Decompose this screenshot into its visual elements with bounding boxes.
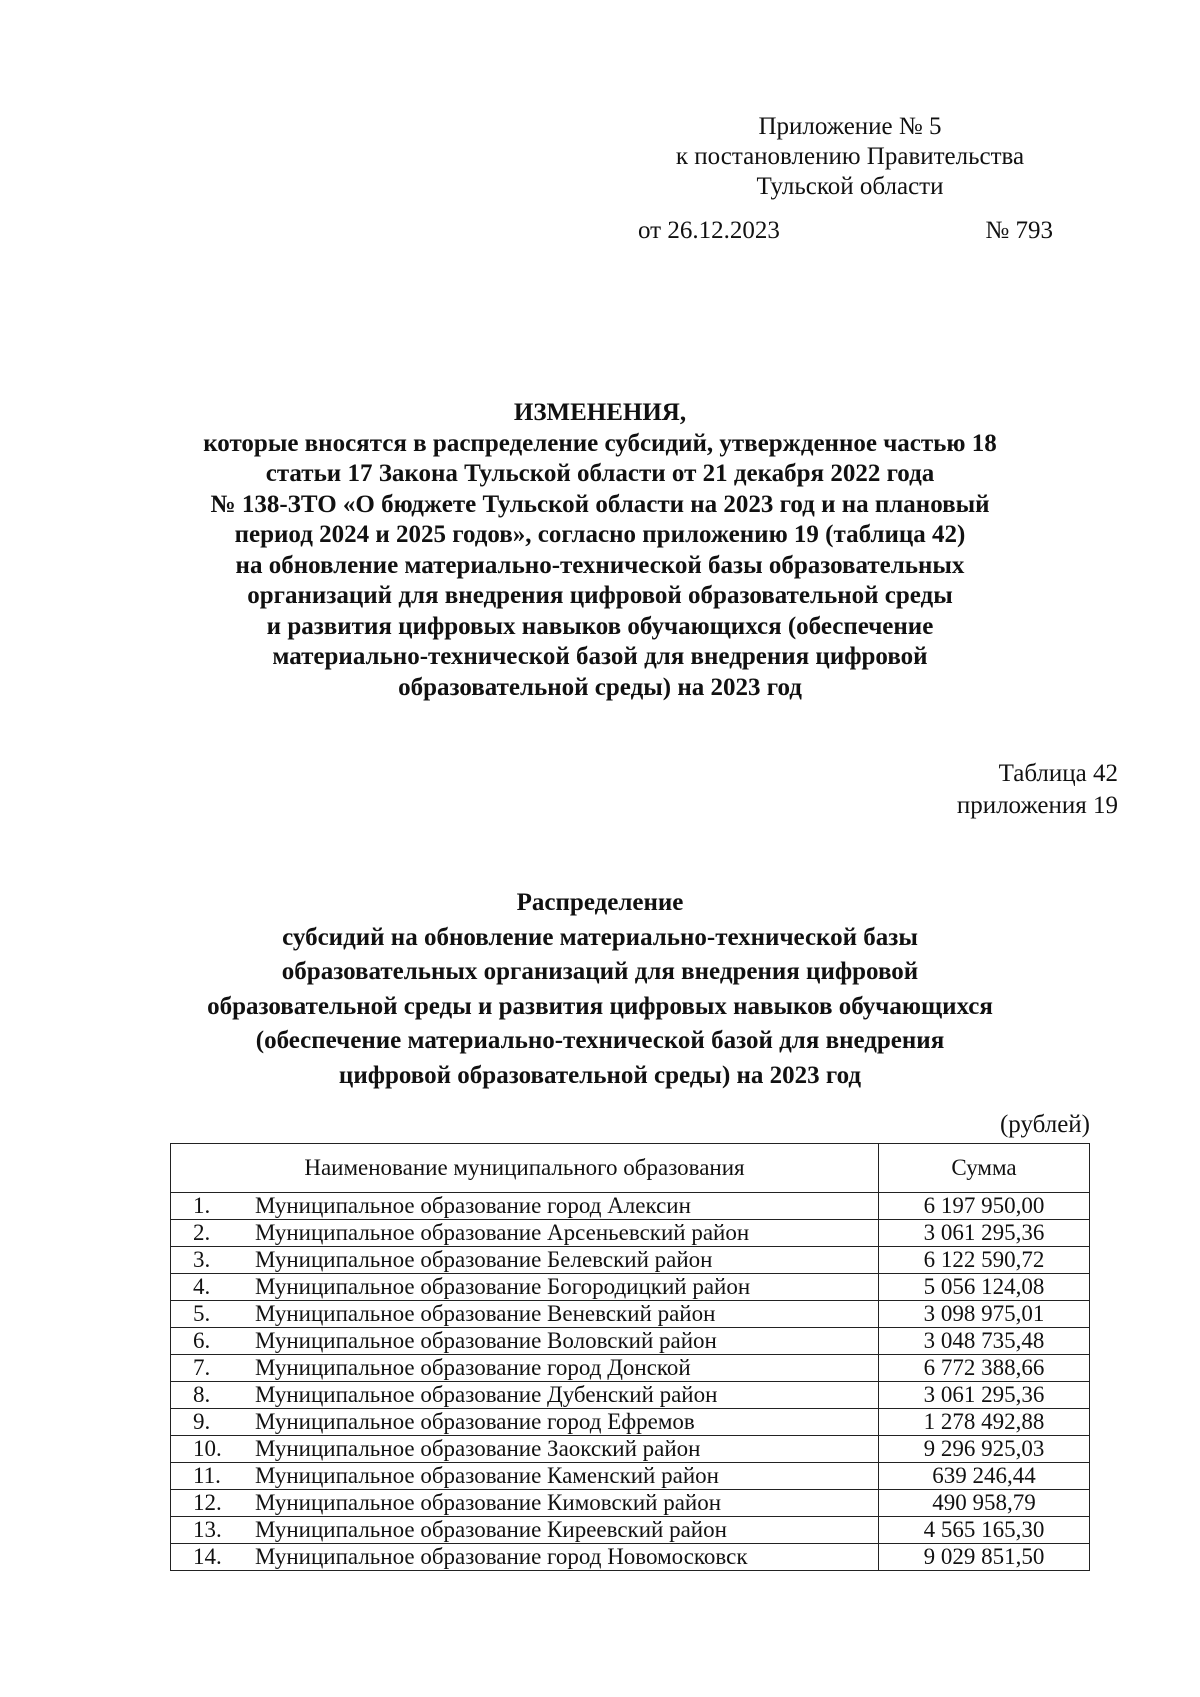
distribution-title [150,886,1050,1093]
row-number: 3. [171,1247,252,1274]
column-header-name: Наименование муниципального образования [171,1144,879,1193]
changes-title-line: и развития цифровых навыков обучающихся (обеспечение [266,612,934,640]
table-row [171,1436,1090,1463]
changes-title-line: № 138-ЗТО «О бюджете Тульской области на 2023 год и на плановый [210,490,990,518]
changes-title-line: организаций для внедрения цифровой образовательной среды [247,582,953,609]
row-sum: 5 056 124,08 [879,1274,1090,1301]
subsidy-table [170,1143,1090,1571]
row-number: 2. [171,1220,252,1247]
table-row [171,1301,1090,1328]
distribution-title-line: Распределение [516,889,684,916]
row-sum: 3 061 295,36 [879,1220,1090,1247]
changes-title-line: на обновление материально-технической базы образовательных [235,551,965,579]
row-number: 6. [171,1328,252,1355]
row-sum: 1 278 492,88 [879,1409,1090,1436]
row-sum: 9 029 851,50 [879,1544,1090,1571]
changes-title-line: материально-технической базой для внедрения цифровой [272,643,928,670]
row-municipality-name: Муниципальное образование Дубенский район [251,1382,879,1409]
row-municipality-name: Муниципальное образование Заокский район [251,1436,879,1463]
row-sum: 4 565 165,30 [879,1517,1090,1544]
row-municipality-name: Муниципальное образование Белевский район [251,1247,879,1274]
row-number: 11. [171,1463,252,1490]
row-municipality-name: Муниципальное образование Воловский район [251,1328,879,1355]
row-sum: 6 772 388,66 [879,1355,1090,1382]
table-row [171,1274,1090,1301]
row-sum: 490 958,79 [879,1490,1090,1517]
appendix-line: Тульской области [756,173,944,200]
changes-title-line: период 2024 и 2025 годов», согласно приложению 19 (таблица 42) [234,521,966,548]
changes-title-line: ИЗМЕНЕНИЯ, [513,399,687,426]
resolution-date: от 26.12.2023 [638,217,780,244]
table-row [171,1490,1090,1517]
row-number: 13. [171,1517,252,1544]
row-municipality-name: Муниципальное образование Кимовский район [251,1490,879,1517]
row-municipality-name: Муниципальное образование город Донской [251,1355,879,1382]
appendix-heading [640,112,1060,202]
table-row [171,1382,1090,1409]
row-number: 4. [171,1274,252,1301]
row-number: 7. [171,1355,252,1382]
changes-title-line: образовательной среды) на 2023 год [398,673,802,701]
table-header-row [171,1144,1090,1193]
table-row [171,1328,1090,1355]
table-row [171,1355,1090,1382]
row-number: 5. [171,1301,252,1328]
appendix-line: Приложение № 5 [758,113,942,140]
row-municipality-name: Муниципальное образование Киреевский район [251,1517,879,1544]
row-municipality-name: Муниципальное образование Веневский район [251,1301,879,1328]
table-row [171,1544,1090,1571]
row-municipality-name: Муниципальное образование город Ефремов [251,1409,879,1436]
table-row [171,1220,1090,1247]
row-municipality-name: Муниципальное образование Арсеньевский район [251,1220,879,1247]
row-municipality-name: Муниципальное образование Богородицкий район [251,1274,879,1301]
row-number: 14. [171,1544,252,1571]
row-sum: 3 048 735,48 [879,1328,1090,1355]
changes-title-line: которые вносятся в распределение субсидий, утвержденное частью 18 [203,429,997,457]
row-sum: 6 122 590,72 [879,1247,1090,1274]
row-number: 8. [171,1382,252,1409]
appendix-line: к постановлению Правительства [675,143,1025,170]
row-sum: 9 296 925,03 [879,1436,1090,1463]
row-sum: 3 098 975,01 [879,1301,1090,1328]
changes-title-line: статьи 17 Закона Тульской области от 21 декабря 2022 года [265,460,935,487]
column-header-sum: Сумма [879,1144,1090,1193]
table-reference [800,758,1118,822]
row-number: 12. [171,1490,252,1517]
row-municipality-name: Муниципальное образование город Алексин [251,1193,879,1220]
row-number: 9. [171,1409,252,1436]
table-row [171,1463,1090,1490]
row-number: 1. [171,1193,252,1220]
distribution-title-line: цифровой образовательной среды) на 2023 год [338,1061,862,1089]
table-reference-line: Таблица 42 [998,760,1118,787]
row-sum: 3 061 295,36 [879,1382,1090,1409]
row-sum: 639 246,44 [879,1463,1090,1490]
table-row [171,1409,1090,1436]
row-sum: 6 197 950,00 [879,1193,1090,1220]
distribution-title-line: субсидий на обновление материально-технической базы [282,923,918,951]
table-row [171,1517,1090,1544]
resolution-number: № 793 [985,217,1053,244]
row-municipality-name: Муниципальное образование город Новомосковск [251,1544,879,1571]
row-municipality-name: Муниципальное образование Каменский район [251,1463,879,1490]
table-row [171,1247,1090,1274]
distribution-title-line: образовательных организаций для внедрения цифровой [281,958,919,985]
distribution-title-line: образовательной среды и развития цифровых навыков обучающихся [207,992,993,1020]
row-number: 10. [171,1436,252,1463]
currency-unit: (рублей) [999,1111,1090,1138]
table-reference-line: приложения 19 [956,792,1118,819]
changes-title [150,398,1050,703]
distribution-title-line: (обеспечение материально-технической базой для внедрения [255,1027,945,1054]
table-row [171,1193,1090,1220]
table-body [171,1193,1090,1571]
